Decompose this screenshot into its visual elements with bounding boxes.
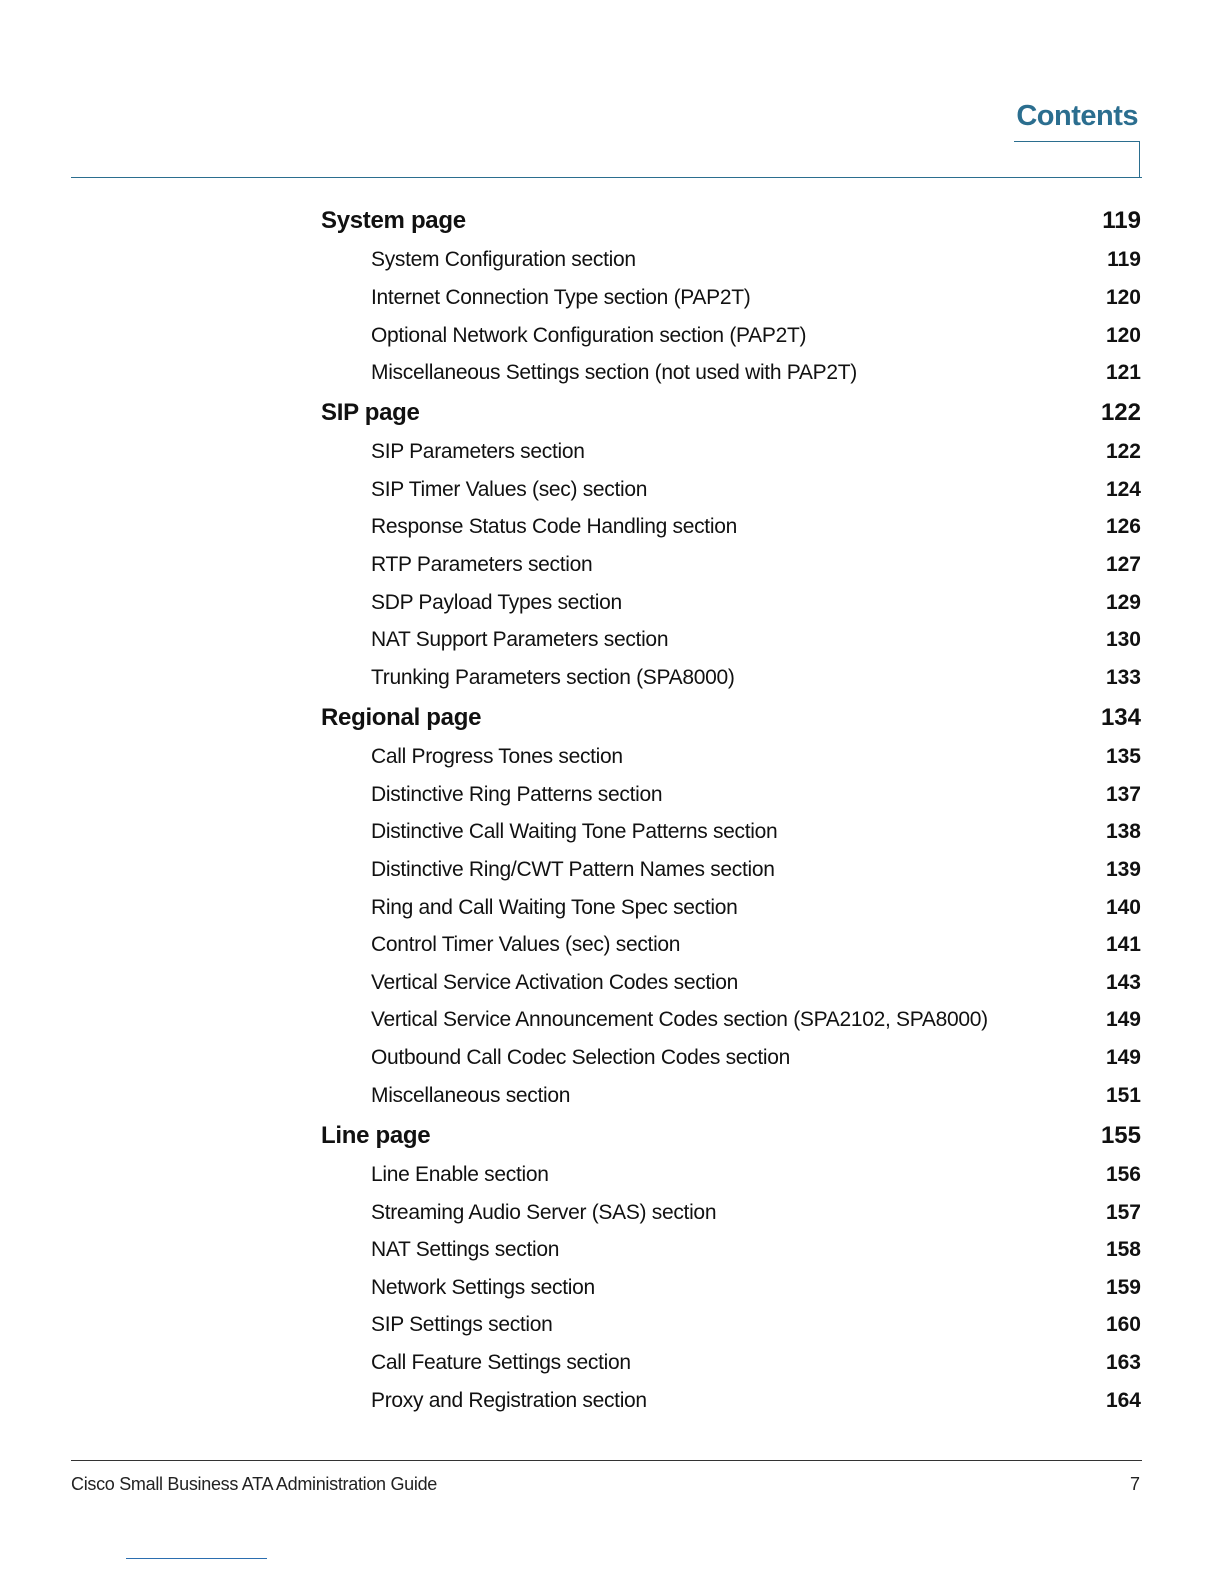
toc-entry-page-number: 160: [1105, 1313, 1141, 1336]
toc-entry-label: SIP Parameters section: [371, 440, 585, 463]
toc-entry-page-number: 138: [1105, 820, 1141, 843]
toc-entry-page-number: 151: [1105, 1084, 1141, 1107]
toc-entry-page-number: 133: [1105, 666, 1141, 689]
toc-entry-label: Trunking Parameters section (SPA8000): [371, 666, 735, 689]
toc-entry-page-number: 143: [1105, 971, 1141, 994]
toc-entry-page-number: 159: [1105, 1276, 1141, 1299]
toc-entry-trunking-parameters[interactable]: [371, 663, 1141, 693]
toc-entry-label: Miscellaneous section: [371, 1084, 571, 1107]
toc-entry-label: Proxy and Registration section: [371, 1389, 647, 1412]
toc-entry-nat-settings[interactable]: [371, 1235, 1141, 1265]
toc-entry-label: Miscellaneous Settings section (not used with PAP2T): [371, 361, 857, 384]
toc-entry-regional-page[interactable]: [321, 703, 1141, 733]
toc-entry-page-number: 137: [1105, 783, 1141, 806]
toc-entry-outbound-call-codec-selection-codes[interactable]: [371, 1043, 1141, 1073]
toc-entry-label: Line Enable section: [371, 1163, 549, 1186]
toc-entry-label: SIP page: [321, 399, 420, 426]
toc-entry-system-configuration[interactable]: [371, 245, 1141, 275]
toc-entry-vertical-service-activation-codes[interactable]: [371, 968, 1141, 998]
toc-entry-page-number: 120: [1105, 286, 1141, 309]
toc-entry-label: Optional Network Configuration section (PAP2T): [371, 324, 807, 347]
toc-entry-response-status-code-handling[interactable]: [371, 512, 1141, 542]
toc-entry-label: Call Feature Settings section: [371, 1351, 631, 1374]
toc-entry-label: SDP Payload Types section: [371, 591, 622, 614]
toc-entry-page-number: 124: [1105, 478, 1141, 501]
toc-entry-sdp-payload-types[interactable]: [371, 588, 1141, 618]
toc-entry-nat-support-parameters[interactable]: [371, 625, 1141, 655]
toc-entry-label: Outbound Call Codec Selection Codes section: [371, 1046, 791, 1069]
toc-entry-call-progress-tones[interactable]: [371, 742, 1141, 772]
toc-entry-page-number: 158: [1105, 1238, 1141, 1261]
toc-entry-line-page[interactable]: [321, 1121, 1141, 1151]
toc-entry-label: NAT Settings section: [371, 1238, 560, 1261]
header-divider: [71, 177, 1142, 178]
toc-entry-sip-page[interactable]: [321, 398, 1141, 428]
toc-entry-page-number: 155: [1100, 1122, 1141, 1149]
toc-entry-label: SIP Settings section: [371, 1313, 553, 1336]
header-tab-bracket: [1014, 141, 1140, 177]
toc-entry-page-number: 163: [1105, 1351, 1141, 1374]
toc-entry-page-number: 141: [1105, 933, 1141, 956]
toc-entry-page-number: 130: [1105, 628, 1141, 651]
toc-entry-label: Network Settings section: [371, 1276, 595, 1299]
toc-entry-page-number: 122: [1105, 440, 1141, 463]
toc-entry-page-number: 140: [1105, 896, 1141, 919]
toc-entry-label: NAT Support Parameters section: [371, 628, 669, 651]
toc-entry-label: Call Progress Tones section: [371, 745, 623, 768]
toc-entry-page-number: 134: [1100, 704, 1141, 731]
toc-entry-page-number: 149: [1105, 1008, 1141, 1031]
toc-entry-label: Response Status Code Handling section: [371, 515, 737, 538]
toc-entry-label: System page: [321, 207, 466, 234]
toc-entry-page-number: 156: [1105, 1163, 1141, 1186]
toc-entry-rtp-parameters[interactable]: [371, 550, 1141, 580]
toc-entry-label: Vertical Service Activation Codes section: [371, 971, 739, 994]
toc-entry-distinctive-ring-patterns[interactable]: [371, 780, 1141, 810]
toc-entry-line-enable[interactable]: [371, 1160, 1141, 1190]
footer-document-title: Cisco Small Business ATA Administration Guide: [71, 1474, 437, 1494]
toc-entry-sip-parameters[interactable]: [371, 437, 1141, 467]
toc-entry-page-number: 139: [1105, 858, 1141, 881]
toc-entry-label: Regional page: [321, 704, 482, 731]
toc-entry-streaming-audio-server[interactable]: [371, 1198, 1141, 1228]
toc-entry-page-number: 119: [1102, 207, 1141, 234]
toc-entry-label: Streaming Audio Server (SAS) section: [371, 1201, 717, 1224]
toc-entry-call-feature-settings[interactable]: [371, 1348, 1141, 1378]
toc-entry-page-number: 121: [1105, 361, 1141, 384]
toc-entry-label: Distinctive Ring/CWT Pattern Names section: [371, 858, 775, 881]
toc-entry-control-timer-values[interactable]: [371, 930, 1141, 960]
toc-entry-label: Distinctive Ring Patterns section: [371, 783, 663, 806]
bottom-decorative-line: [126, 1558, 267, 1559]
toc-entry-label: RTP Parameters section: [371, 553, 593, 576]
footer-page-number: 7: [1129, 1474, 1140, 1494]
toc-entry-system-page[interactable]: [321, 206, 1141, 236]
toc-entry-label: Ring and Call Waiting Tone Spec section: [371, 896, 738, 919]
page-header-title: Contents: [1016, 100, 1138, 132]
toc-entry-sip-settings[interactable]: [371, 1310, 1141, 1340]
toc-entry-label: Control Timer Values (sec) section: [371, 933, 681, 956]
toc-entry-internet-connection-type[interactable]: [371, 283, 1141, 313]
toc-entry-distinctive-ring-cwt-pattern-names[interactable]: [371, 855, 1141, 885]
toc-entry-label: System Configuration section: [371, 248, 636, 271]
toc-entry-page-number: 164: [1105, 1389, 1141, 1412]
toc-entry-optional-network-configuration[interactable]: [371, 321, 1141, 351]
toc-entry-label: Internet Connection Type section (PAP2T): [371, 286, 751, 309]
toc-entry-label: Distinctive Call Waiting Tone Patterns section: [371, 820, 778, 843]
toc-entry-distinctive-call-waiting-tone-patterns[interactable]: [371, 817, 1141, 847]
toc-entry-proxy-and-registration[interactable]: [371, 1386, 1141, 1416]
toc-entry-page-number: 122: [1100, 399, 1141, 426]
toc-entry-label: Line page: [321, 1122, 431, 1149]
toc-entry-miscellaneous-settings[interactable]: [371, 358, 1141, 388]
toc-entry-network-settings[interactable]: [371, 1273, 1141, 1303]
toc-entry-miscellaneous[interactable]: [371, 1081, 1141, 1111]
toc-entry-sip-timer-values[interactable]: [371, 475, 1141, 505]
footer-divider: [71, 1460, 1142, 1461]
toc-entry-page-number: 129: [1105, 591, 1141, 614]
toc-entry-page-number: 120: [1105, 324, 1141, 347]
toc-entry-page-number: 119: [1107, 248, 1141, 271]
toc-entry-page-number: 157: [1105, 1201, 1141, 1224]
toc-entry-page-number: 127: [1105, 553, 1141, 576]
toc-entry-vertical-service-announcement-codes[interactable]: [371, 1005, 1141, 1035]
toc-entry-ring-and-call-waiting-tone-spec[interactable]: [371, 893, 1141, 923]
toc-entry-label: Vertical Service Announcement Codes section (SPA2102, SPA8000): [371, 1008, 988, 1031]
toc-entry-page-number: 149: [1105, 1046, 1141, 1069]
toc-entry-page-number: 126: [1105, 515, 1141, 538]
toc-entry-label: SIP Timer Values (sec) section: [371, 478, 648, 501]
toc-entry-page-number: 135: [1105, 745, 1141, 768]
